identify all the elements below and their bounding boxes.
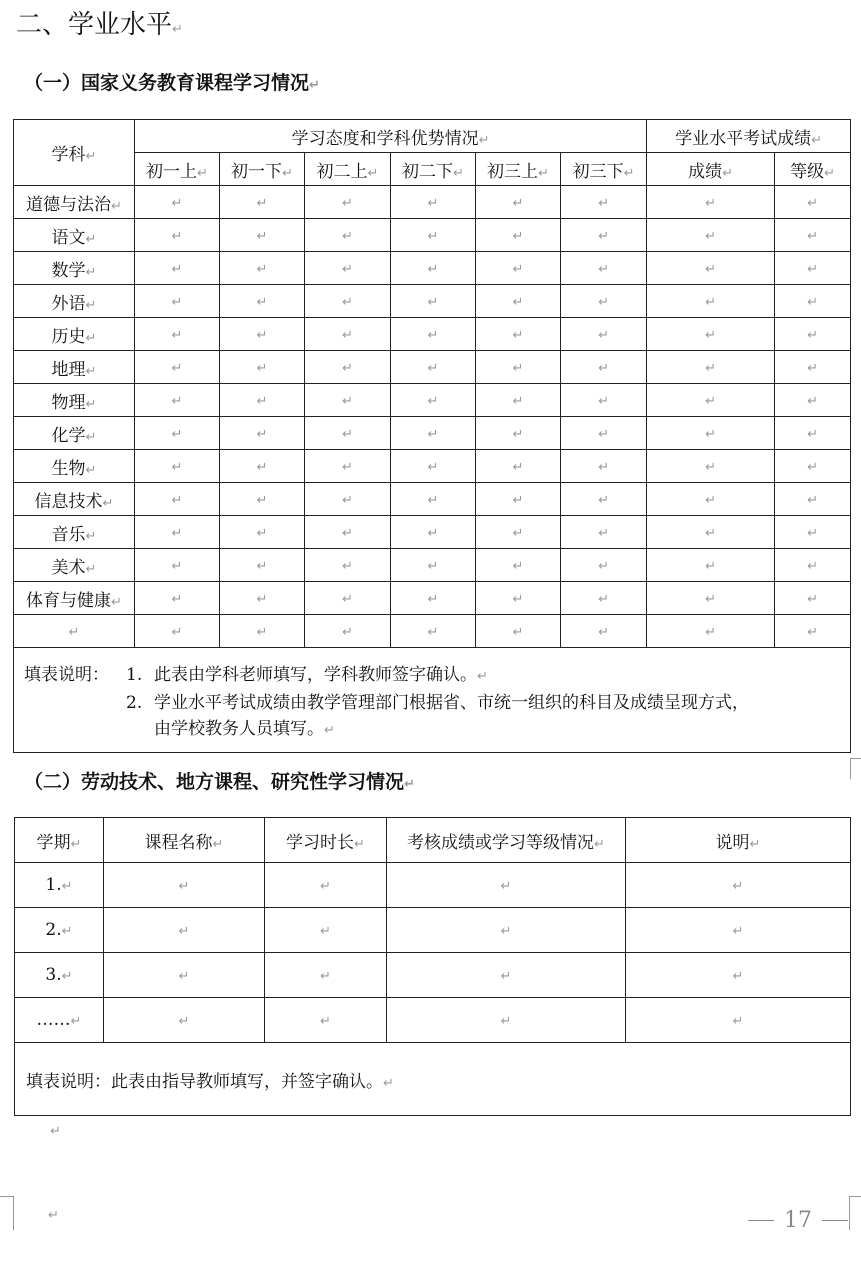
table-cell: ↵ [104,998,265,1043]
header-course-name: 课程名称↵ [104,818,265,863]
table-cell: ↵ [104,908,265,953]
subject-row [14,549,851,582]
footer-paragraph-mark: ↵ [48,1208,59,1223]
table-cell: ↵ [647,615,775,648]
table-cell: ↵ [775,252,851,285]
table-cell: ↵ [305,615,391,648]
subject-name: 体育与健康↵ [14,582,135,615]
subject-row [14,318,851,351]
table-cell: ↵ [305,549,391,582]
table-cell: ↵ [220,483,305,516]
table-cell: ↵ [647,351,775,384]
subject-name: 物理↵ [14,384,135,417]
table-cell: ↵ [265,863,387,908]
table-cell: ↵ [561,285,647,318]
header-term: 初二上↵ [305,153,391,186]
table-cell: ↵ [476,285,561,318]
table-cell: ↵ [775,219,851,252]
subject-name: 语文↵ [14,219,135,252]
table-cell: ↵ [647,219,775,252]
header-assessment: 考核成绩或学习等级情况↵ [387,818,626,863]
subject-name: 生物↵ [14,450,135,483]
table-cell: ↵ [561,450,647,483]
subject-name: 数学↵ [14,252,135,285]
header-term: 初三上↵ [476,153,561,186]
row-index: 3.↵ [15,953,104,998]
table-cell: ↵ [391,483,476,516]
table-cell: ↵ [391,417,476,450]
table-cell: ↵ [626,863,851,908]
table-cell: ↵ [561,615,647,648]
subject-name: 音乐↵ [14,516,135,549]
table-cell: ↵ [220,450,305,483]
table-cell: ↵ [265,908,387,953]
table-cell: ↵ [476,483,561,516]
subject-name: 化学↵ [14,417,135,450]
header-term: 学期↵ [15,818,104,863]
table-cell: ↵ [775,186,851,219]
table-cell: ↵ [391,252,476,285]
table-cell: ↵ [647,549,775,582]
table-cell: ↵ [305,285,391,318]
table-cell: ↵ [626,908,851,953]
table-cell: ↵ [775,417,851,450]
course-row [15,863,851,908]
subject-row [14,219,851,252]
table-cell: ↵ [220,549,305,582]
table-cell: ↵ [220,615,305,648]
table-cell: ↵ [220,351,305,384]
table-cell: ↵ [135,615,220,648]
table-cell: ↵ [135,219,220,252]
header-subject: 学科↵ [14,120,135,186]
row-index: 1.↵ [15,863,104,908]
table-cell: ↵ [647,582,775,615]
table-cell: ↵ [476,549,561,582]
subject-name: 美术↵ [14,549,135,582]
table-cell: ↵ [775,516,851,549]
subject-name: 地理↵ [14,351,135,384]
table-cell: ↵ [476,384,561,417]
table-cell: ↵ [561,516,647,549]
table-cell: ↵ [647,285,775,318]
table-cell: ↵ [387,953,626,998]
table-cell: ↵ [135,450,220,483]
table-cell: ↵ [391,615,476,648]
header-study-duration: 学习时长↵ [265,818,387,863]
table-cell: ↵ [476,450,561,483]
subject-row [14,615,851,648]
table-cell: ↵ [476,252,561,285]
part1-fill-instructions [14,648,851,753]
subject-name: 历史↵ [14,318,135,351]
table-cell: ↵ [561,384,647,417]
table-cell: ↵ [104,863,265,908]
table-cell: ↵ [135,351,220,384]
subject-row [14,186,851,219]
subject-row [14,483,851,516]
subject-performance-table [13,119,851,753]
table-cell: ↵ [561,582,647,615]
table-cell: ↵ [647,318,775,351]
table-cell: ↵ [135,186,220,219]
table-cell: ↵ [135,582,220,615]
table-cell: ↵ [220,516,305,549]
table-cell: ↵ [220,318,305,351]
table-cell: ↵ [775,450,851,483]
table-cell: ↵ [391,351,476,384]
table-cell: ↵ [135,318,220,351]
table-cell: ↵ [305,516,391,549]
crop-mark [850,758,861,779]
subject-row [14,252,851,285]
table-cell: ↵ [391,516,476,549]
subject-name: ↵ [14,615,135,648]
header-term: 初一下↵ [220,153,305,186]
table-cell: ↵ [391,549,476,582]
table-cell: ↵ [391,450,476,483]
table-cell: ↵ [391,219,476,252]
subject-row [14,351,851,384]
table-cell: ↵ [135,417,220,450]
subject-row [14,285,851,318]
header-term: 初一上↵ [135,153,220,186]
table-cell: ↵ [391,318,476,351]
table-cell: ↵ [561,318,647,351]
table-cell: ↵ [561,483,647,516]
table-cell: ↵ [476,615,561,648]
table-cell: ↵ [220,285,305,318]
header-grade: 等级↵ [775,153,851,186]
table-cell: ↵ [391,285,476,318]
header-attitude-group: 学习态度和学科优势情况↵ [135,120,647,153]
table-cell: ↵ [647,516,775,549]
paragraph-mark: ↵ [50,1124,61,1139]
table-cell: ↵ [305,582,391,615]
table-cell: ↵ [265,953,387,998]
table-cell: ↵ [305,384,391,417]
course-row [15,908,851,953]
part1-title: （一）国家义务教育课程学习情况↵ [24,72,320,94]
note-item: 1. 此表由学科老师填写，学科教师签字确认。↵ [126,665,488,685]
subject-name: 信息技术↵ [14,483,135,516]
table-cell: ↵ [561,252,647,285]
table-cell: ↵ [647,252,775,285]
table-cell: ↵ [626,998,851,1043]
crop-mark [13,1196,14,1230]
table-cell: ↵ [561,351,647,384]
table-cell: ↵ [647,483,775,516]
table-cell: ↵ [305,318,391,351]
section-title: 二、学业水平↵ [16,10,183,40]
header-term: 初二下↵ [391,153,476,186]
table-cell: ↵ [305,450,391,483]
table-cell: ↵ [775,615,851,648]
header-score: 成绩↵ [647,153,775,186]
course-row [15,953,851,998]
table-cell: ↵ [220,582,305,615]
table-cell: ↵ [775,285,851,318]
table-cell: ↵ [476,516,561,549]
table-cell: ↵ [476,186,561,219]
part2-title: （二）劳动技术、地方课程、研究性学习情况↵ [24,771,415,793]
header-exam-group: 学业水平考试成绩↵ [647,120,851,153]
table-cell: ↵ [135,285,220,318]
subject-row [14,384,851,417]
note-item-continuation: 由学校教务人员填写。↵ [154,719,335,739]
table-cell: ↵ [391,384,476,417]
table-cell: ↵ [775,384,851,417]
table-cell: ↵ [561,549,647,582]
table-cell: ↵ [220,252,305,285]
course-row [15,998,851,1043]
table-cell: ↵ [626,953,851,998]
crop-mark [0,1196,13,1197]
part2-fill-instructions: 填表说明：此表由指导教师填写，并签字确认。↵ [15,1043,851,1116]
subject-row [14,582,851,615]
table-cell: ↵ [135,483,220,516]
table-cell: ↵ [220,219,305,252]
table-cell: ↵ [647,384,775,417]
row-index: ……↵ [15,998,104,1043]
table-cell: ↵ [647,417,775,450]
header-remarks: 说明↵ [626,818,851,863]
crop-mark [849,1196,861,1197]
table-cell: ↵ [476,582,561,615]
note-item: 2. 学业水平考试成绩由教学管理部门根据省、市统一组织的科目及成绩呈现方式， [126,693,749,713]
table-cell: ↵ [387,998,626,1043]
row-index: 2.↵ [15,908,104,953]
table-cell: ↵ [220,417,305,450]
table-cell: ↵ [476,351,561,384]
table-cell: ↵ [775,483,851,516]
table-cell: ↵ [775,351,851,384]
subject-name: 外语↵ [14,285,135,318]
table-cell: ↵ [561,417,647,450]
table-cell: ↵ [647,450,775,483]
table-cell: ↵ [775,582,851,615]
table-cell: ↵ [135,549,220,582]
table-cell: ↵ [476,219,561,252]
table-cell: ↵ [220,186,305,219]
table-cell: ↵ [220,384,305,417]
table-cell: ↵ [561,186,647,219]
table-cell: ↵ [391,186,476,219]
subject-row [14,516,851,549]
subject-row [14,450,851,483]
table-cell: ↵ [135,384,220,417]
table-cell: ↵ [647,186,775,219]
table-cell: ↵ [391,582,476,615]
table-cell: ↵ [305,483,391,516]
table-cell: ↵ [305,417,391,450]
table-cell: ↵ [387,863,626,908]
subject-name: 道德与法治↵ [14,186,135,219]
table-cell: ↵ [135,516,220,549]
header-term: 初三下↵ [561,153,647,186]
table-cell: ↵ [104,953,265,998]
table-cell: ↵ [561,219,647,252]
table-cell: ↵ [305,252,391,285]
table-cell: ↵ [476,417,561,450]
table-cell: ↵ [387,908,626,953]
table-cell: ↵ [476,318,561,351]
table-cell: ↵ [305,351,391,384]
table-cell: ↵ [305,219,391,252]
subject-row [14,417,851,450]
other-courses-table [14,817,851,1116]
table-cell: ↵ [135,252,220,285]
note-label: 填表说明： [24,665,109,685]
table-cell: ↵ [265,998,387,1043]
table-cell: ↵ [775,549,851,582]
page-number: 17 [738,1208,858,1233]
table-cell: ↵ [305,186,391,219]
table-cell: ↵ [775,318,851,351]
